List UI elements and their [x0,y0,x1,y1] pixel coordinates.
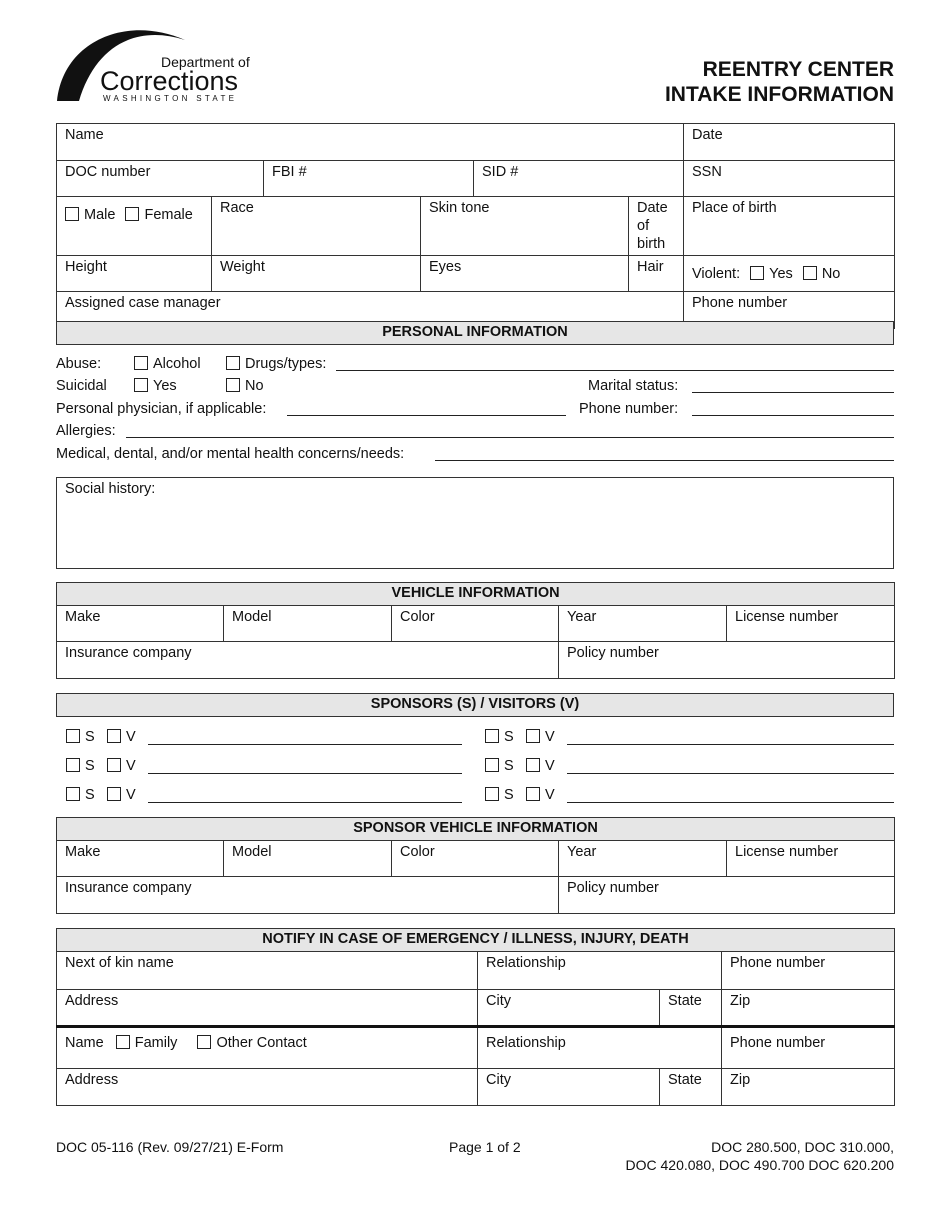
eyes-field[interactable]: Eyes [421,256,629,292]
page-number: Page 1 of 2 [449,1139,521,1155]
sponsor-vehicle-insurance-field[interactable]: Insurance company [57,877,559,914]
weight-field[interactable]: Weight [212,256,421,292]
sponsor-s-checkbox[interactable] [66,787,80,801]
dob-field[interactable]: Date of birth [629,197,684,256]
kin-city-field[interactable]: City [478,990,660,1027]
policy-references: DOC 280.500, DOC 310.000, DOC 420.080, DOC 490.700 DOC 620.200 [625,1139,894,1173]
logo-line1: Department of [161,54,250,70]
sex-field: Male Female [57,197,212,256]
alcohol-checkbox[interactable] [134,356,148,370]
sponsor-name-input[interactable] [148,744,462,745]
sponsor-name-input[interactable] [567,744,894,745]
other-contact-checkbox[interactable] [197,1035,211,1049]
case-manager-field[interactable]: Assigned case manager [57,292,684,329]
sponsor-vehicle-model-field[interactable]: Model [224,841,392,877]
drugs-input[interactable] [336,370,894,371]
form-title [665,57,894,107]
sponsor-name-input[interactable] [567,802,894,803]
suicidal-no-checkbox[interactable] [226,378,240,392]
physician-input[interactable] [287,415,566,416]
allergies-row: Allergies: [56,421,894,441]
logo-line3: WASHINGTON STATE [103,94,238,103]
abuse-row: Abuse: Alcohol Drugs/types: [56,354,894,374]
sponsors-header [56,693,894,717]
date-field[interactable]: Date [684,124,895,161]
physician-phone-input[interactable] [692,415,894,416]
sponsor-name-input[interactable] [148,773,462,774]
physician-row: Personal physician, if applicable: Phone number: [56,399,894,419]
suicidal-yes-checkbox[interactable] [134,378,148,392]
sponsor-v-checkbox[interactable] [526,758,540,772]
doc-number-field[interactable]: DOC number [57,161,264,197]
logo-line2: Corrections [100,66,239,96]
doc-logo [55,22,255,104]
vehicle-make-field[interactable]: Make [57,606,224,642]
title-line2: INTAKE INFORMATION [664,83,894,106]
male-checkbox[interactable] [65,207,79,221]
next-of-kin-field[interactable]: Next of kin name [57,952,478,990]
sponsor-vehicle-year-field[interactable]: Year [559,841,727,877]
contact-zip-field[interactable]: Zip [722,1069,895,1106]
sponsor-s-checkbox[interactable] [485,758,499,772]
sponsor-name-input[interactable] [148,802,462,803]
violent-field: Violent: Yes No [684,256,895,292]
vehicle-license-field[interactable]: License number [727,606,895,642]
contact-relationship-field[interactable]: Relationship [478,1027,722,1069]
contact-name-field[interactable]: Name Family Other Contact [57,1027,478,1069]
violent-yes-checkbox[interactable] [750,266,764,280]
race-field[interactable]: Race [212,197,421,256]
skin-tone-field[interactable]: Skin tone [421,197,629,256]
suicidal-row: Suicidal Yes No Marital status: [56,376,894,396]
physician-phone-label: Phone number: [579,401,679,417]
identity-table [56,123,895,329]
personal-header [56,321,894,345]
sponsor-vehicle-table [56,817,895,914]
sponsor-s-checkbox[interactable] [485,787,499,801]
vehicle-model-field[interactable]: Model [224,606,392,642]
sponsor-v-checkbox[interactable] [526,787,540,801]
sponsor-s-checkbox[interactable] [485,729,499,743]
vehicle-insurance-field[interactable]: Insurance company [57,642,559,679]
drugs-checkbox[interactable] [226,356,240,370]
sponsor-v-checkbox[interactable] [107,758,121,772]
allergies-input[interactable] [126,437,894,438]
medical-input[interactable] [435,460,894,461]
sponsor-vehicle-color-field[interactable]: Color [392,841,559,877]
sponsors-title: SPONSORS (S) / VISITORS (V) [57,694,894,717]
vehicle-table [56,582,895,679]
violent-no-checkbox[interactable] [803,266,817,280]
sponsor-v-checkbox[interactable] [107,729,121,743]
hair-field[interactable]: Hair [629,256,684,292]
sponsor-name-input[interactable] [567,773,894,774]
kin-address-field[interactable]: Address [57,990,478,1027]
kin-zip-field[interactable]: Zip [722,990,895,1027]
contact-state-field[interactable]: State [660,1069,722,1106]
contact-city-field[interactable]: City [478,1069,660,1106]
emergency-title: NOTIFY IN CASE OF EMERGENCY / ILLNESS, INJURY, DEATH [57,929,895,952]
vehicle-year-field[interactable]: Year [559,606,727,642]
vehicle-policy-field[interactable]: Policy number [559,642,895,679]
phone-field[interactable]: Phone number [684,292,895,329]
kin-relationship-field[interactable]: Relationship [478,952,722,990]
sponsor-v-checkbox[interactable] [107,787,121,801]
pob-field[interactable]: Place of birth [684,197,895,256]
sponsor-vehicle-policy-field[interactable]: Policy number [559,877,895,914]
height-field[interactable]: Height [57,256,212,292]
form-id: DOC 05-116 (Rev. 09/27/21) E-Form [56,1139,284,1155]
title-line1: REENTRY CENTER [702,58,894,81]
medical-row: Medical, dental, and/or mental health concerns/needs: [56,444,894,464]
sponsor-v-checkbox[interactable] [526,729,540,743]
sponsor-s-checkbox[interactable] [66,729,80,743]
sponsor-vehicle-title: SPONSOR VEHICLE INFORMATION [57,818,895,841]
sponsor-row: S V S V [56,785,894,805]
name-field[interactable]: Name [57,124,684,161]
female-checkbox[interactable] [125,207,139,221]
contact-address-field[interactable]: Address [57,1069,478,1106]
fbi-field[interactable]: FBI # [264,161,474,197]
ssn-field[interactable]: SSN [684,161,895,197]
sponsor-s-checkbox[interactable] [66,758,80,772]
vehicle-color-field[interactable]: Color [392,606,559,642]
personal-title: PERSONAL INFORMATION [57,322,894,345]
family-checkbox[interactable] [116,1035,130,1049]
emergency-table [56,928,895,1106]
sid-field[interactable]: SID # [474,161,684,197]
sponsor-row: S V S V [56,727,894,747]
marital-label: Marital status: [588,378,679,394]
marital-input[interactable] [692,392,894,393]
vehicle-title: VEHICLE INFORMATION [57,583,895,606]
kin-state-field[interactable]: State [660,990,722,1027]
sponsor-vehicle-make-field[interactable]: Make [57,841,224,877]
contact-phone-field[interactable]: Phone number [722,1027,895,1069]
social-history-box [56,477,894,569]
kin-phone-field[interactable]: Phone number [722,952,895,990]
social-history-field[interactable]: Social history: [57,478,894,569]
sponsor-vehicle-license-field[interactable]: License number [727,841,895,877]
sponsor-row: S V S V [56,756,894,776]
